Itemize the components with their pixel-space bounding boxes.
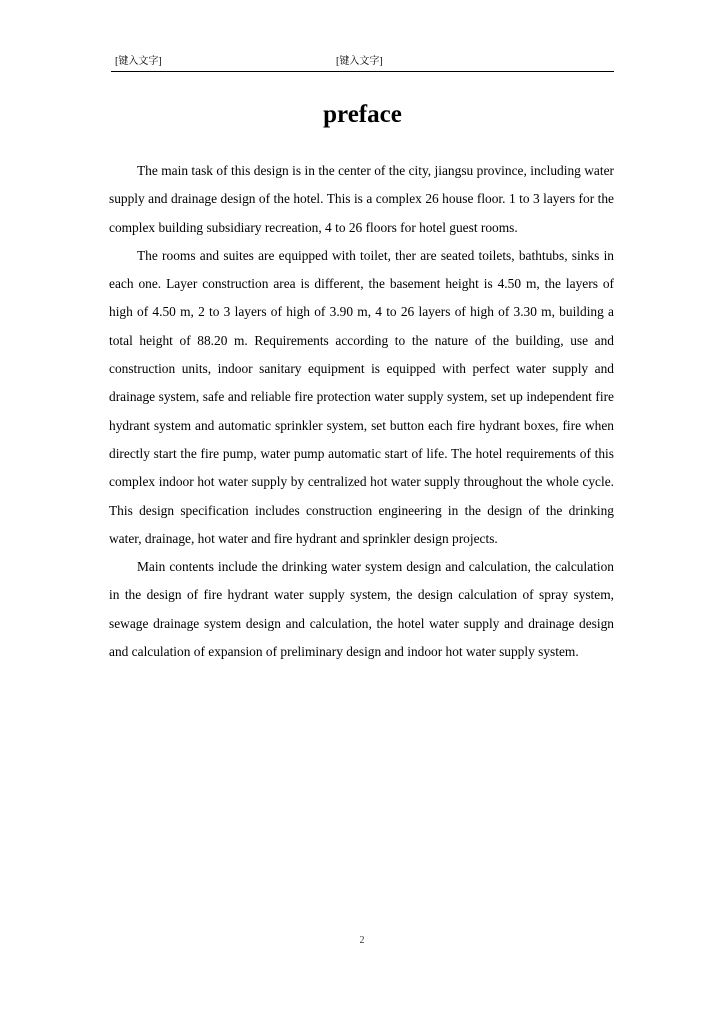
- paragraph-1: The main task of this design is in the center of the city, jiangsu province, including water supply and drainage design of the hotel. This is a complex 26 house floor. 1 to 3 layers for the complex building subsidiary recreation, 4 to 26 floors for hotel guest rooms.: [109, 163, 614, 235]
- header-left-placeholder[interactable]: [键入文字]: [115, 56, 162, 67]
- page-header: [111, 56, 614, 72]
- page-number: 2: [359, 935, 365, 946]
- paragraph-3: Main contents include the drinking water system design and calculation, the calculation in the design of fire hydrant water supply system, the design calculation of spray system, sewage drainage system design and calculation, the hotel water supply and drainage design and calculation of expansion of preliminary design and indoor hot water supply system.: [109, 559, 614, 660]
- document-body: [109, 157, 614, 666]
- page-title: preface: [323, 101, 402, 128]
- header-center-placeholder[interactable]: [键入文字]: [336, 56, 383, 67]
- paragraph-2: The rooms and suites are equipped with toilet, ther are seated toilets, bathtubs, sinks in each one. Layer construction area is different, the basement height is 4.50 m, the layers of high of 4.50 m, 2 to 3 layers of high of 3.90 m, 4 to 26 layers of high of 3.30 m, building a total height of 88.20 m. Requirements according to the nature of the building, use and construction units, indoor sanitary equipment is equipped with perfect water supply and drainage system, safe and reliable fire protection water supply system, set up independent fire hydrant system and automatic sprinkler system, set button each fire hydrant boxes, fire when directly start the fire pump, water pump automatic start of life. The hotel requirements of this complex indoor hot water supply by centralized hot water supply throughout the whole cycle. This design specification includes construction engineering in the design of the drinking water, drainage, hot water and fire hydrant and sprinkler design projects.: [109, 247, 614, 546]
